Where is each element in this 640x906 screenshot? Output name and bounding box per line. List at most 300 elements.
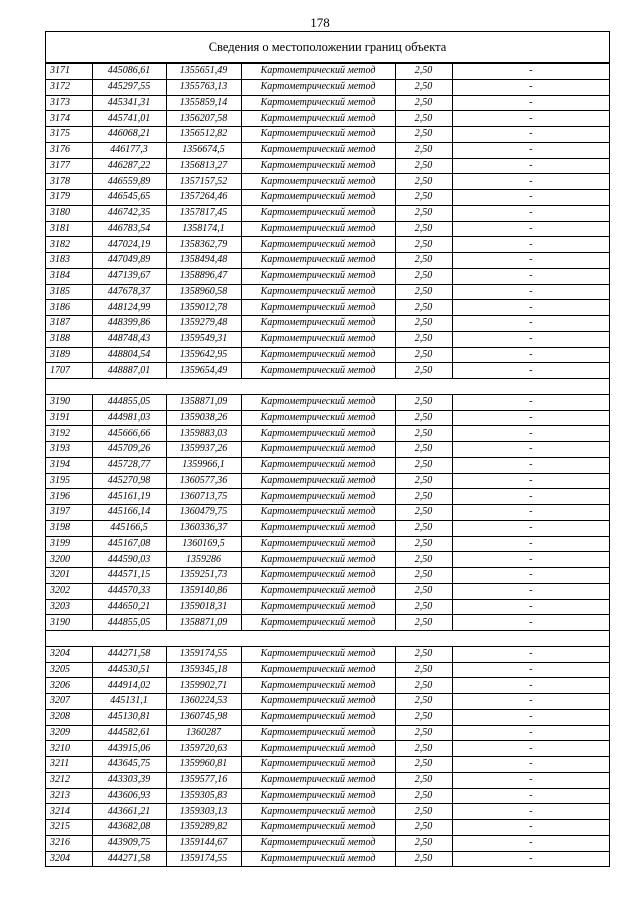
x-coordinate-cell: 443606,93 bbox=[92, 788, 166, 804]
y-coordinate-cell: 1359174,55 bbox=[166, 646, 241, 662]
accuracy-cell: 2,50 bbox=[395, 205, 452, 221]
accuracy-cell: 2,50 bbox=[395, 300, 452, 316]
table-row bbox=[46, 473, 609, 489]
table-row bbox=[46, 347, 609, 363]
x-coordinate-cell: 445130,81 bbox=[92, 709, 166, 725]
table-row bbox=[46, 678, 609, 694]
method-cell: Картометрический метод bbox=[241, 253, 395, 269]
accuracy-cell: 2,50 bbox=[395, 426, 452, 442]
x-coordinate-cell: 443645,75 bbox=[92, 757, 166, 773]
table-row bbox=[46, 316, 609, 332]
method-cell: Картометрический метод bbox=[241, 127, 395, 143]
x-coordinate-cell: 444271,58 bbox=[92, 851, 166, 866]
point-number-cell: 3182 bbox=[46, 237, 92, 253]
y-coordinate-cell: 1357264,46 bbox=[166, 190, 241, 206]
table-row bbox=[46, 331, 609, 347]
accuracy-cell: 2,50 bbox=[395, 552, 452, 568]
point-number-cell: 3197 bbox=[46, 505, 92, 521]
accuracy-cell: 2,50 bbox=[395, 473, 452, 489]
description-cell: - bbox=[452, 473, 609, 489]
table-row bbox=[46, 442, 609, 458]
point-number-cell: 3203 bbox=[46, 599, 92, 615]
accuracy-cell: 2,50 bbox=[395, 410, 452, 426]
method-cell: Картометрический метод bbox=[241, 316, 395, 332]
description-cell: - bbox=[452, 725, 609, 741]
method-cell: Картометрический метод bbox=[241, 205, 395, 221]
description-cell: - bbox=[452, 363, 609, 379]
y-coordinate-cell: 1358871,09 bbox=[166, 394, 241, 410]
method-cell: Картометрический метод bbox=[241, 709, 395, 725]
x-coordinate-cell: 447139,67 bbox=[92, 268, 166, 284]
y-coordinate-cell: 1355859,14 bbox=[166, 95, 241, 111]
y-coordinate-cell: 1358871,09 bbox=[166, 615, 241, 631]
description-cell: - bbox=[452, 788, 609, 804]
boundary-table-frame bbox=[45, 31, 610, 867]
point-number-cell: 3172 bbox=[46, 79, 92, 95]
x-coordinate-cell: 444855,05 bbox=[92, 615, 166, 631]
method-cell: Картометрический метод bbox=[241, 678, 395, 694]
accuracy-cell: 2,50 bbox=[395, 505, 452, 521]
y-coordinate-cell: 1359642,95 bbox=[166, 347, 241, 363]
table-row bbox=[46, 142, 609, 158]
table-row bbox=[46, 552, 609, 568]
x-coordinate-cell: 447024,19 bbox=[92, 237, 166, 253]
point-number-cell: 3208 bbox=[46, 709, 92, 725]
method-cell: Картометрический метод bbox=[241, 363, 395, 379]
table-row bbox=[46, 253, 609, 269]
table-row bbox=[46, 599, 609, 615]
accuracy-cell: 2,50 bbox=[395, 190, 452, 206]
accuracy-cell: 2,50 bbox=[395, 772, 452, 788]
description-cell: - bbox=[452, 694, 609, 710]
table-row bbox=[46, 772, 609, 788]
accuracy-cell: 2,50 bbox=[395, 757, 452, 773]
accuracy-cell: 2,50 bbox=[395, 678, 452, 694]
description-cell: - bbox=[452, 142, 609, 158]
accuracy-cell: 2,50 bbox=[395, 568, 452, 584]
description-cell: - bbox=[452, 757, 609, 773]
accuracy-cell: 2,50 bbox=[395, 253, 452, 269]
accuracy-cell: 2,50 bbox=[395, 95, 452, 111]
table-row bbox=[46, 79, 609, 95]
description-cell: - bbox=[452, 410, 609, 426]
description-cell: - bbox=[452, 237, 609, 253]
point-number-cell: 3188 bbox=[46, 331, 92, 347]
method-cell: Картометрический метод bbox=[241, 158, 395, 174]
point-number-cell: 3210 bbox=[46, 741, 92, 757]
method-cell: Картометрический метод bbox=[241, 725, 395, 741]
point-number-cell: 3205 bbox=[46, 662, 92, 678]
y-coordinate-cell: 1359286 bbox=[166, 552, 241, 568]
x-coordinate-cell: 444855,05 bbox=[92, 394, 166, 410]
accuracy-cell: 2,50 bbox=[395, 442, 452, 458]
accuracy-cell: 2,50 bbox=[395, 725, 452, 741]
y-coordinate-cell: 1359345,18 bbox=[166, 662, 241, 678]
y-coordinate-cell: 1359549,31 bbox=[166, 331, 241, 347]
accuracy-cell: 2,50 bbox=[395, 694, 452, 710]
accuracy-cell: 2,50 bbox=[395, 142, 452, 158]
accuracy-cell: 2,50 bbox=[395, 127, 452, 143]
x-coordinate-cell: 446177,3 bbox=[92, 142, 166, 158]
point-number-cell: 3207 bbox=[46, 694, 92, 710]
description-cell: - bbox=[452, 536, 609, 552]
x-coordinate-cell: 444570,33 bbox=[92, 583, 166, 599]
point-number-cell: 3183 bbox=[46, 253, 92, 269]
accuracy-cell: 2,50 bbox=[395, 709, 452, 725]
accuracy-cell: 2,50 bbox=[395, 158, 452, 174]
point-number-cell: 3196 bbox=[46, 489, 92, 505]
table-row bbox=[46, 615, 609, 631]
table-row bbox=[46, 568, 609, 584]
point-number-cell: 3214 bbox=[46, 804, 92, 820]
method-cell: Картометрический метод bbox=[241, 300, 395, 316]
description-cell: - bbox=[452, 347, 609, 363]
point-number-cell: 3202 bbox=[46, 583, 92, 599]
accuracy-cell: 2,50 bbox=[395, 536, 452, 552]
method-cell: Картометрический метод bbox=[241, 568, 395, 584]
method-cell: Картометрический метод bbox=[241, 788, 395, 804]
x-coordinate-cell: 446783,54 bbox=[92, 221, 166, 237]
accuracy-cell: 2,50 bbox=[395, 615, 452, 631]
point-number-cell: 3215 bbox=[46, 820, 92, 836]
point-number-cell: 3190 bbox=[46, 394, 92, 410]
method-cell: Картометрический метод bbox=[241, 410, 395, 426]
x-coordinate-cell: 445166,14 bbox=[92, 505, 166, 521]
x-coordinate-cell: 445161,19 bbox=[92, 489, 166, 505]
description-cell: - bbox=[452, 284, 609, 300]
x-coordinate-cell: 444981,03 bbox=[92, 410, 166, 426]
point-number-cell: 3195 bbox=[46, 473, 92, 489]
accuracy-cell: 2,50 bbox=[395, 284, 452, 300]
description-cell: - bbox=[452, 300, 609, 316]
point-number-cell: 3204 bbox=[46, 851, 92, 866]
method-cell: Картометрический метод bbox=[241, 221, 395, 237]
method-cell: Картометрический метод bbox=[241, 552, 395, 568]
y-coordinate-cell: 1359883,03 bbox=[166, 426, 241, 442]
accuracy-cell: 2,50 bbox=[395, 788, 452, 804]
method-cell: Картометрический метод bbox=[241, 772, 395, 788]
method-cell: Картометрический метод bbox=[241, 111, 395, 127]
x-coordinate-cell: 448748,43 bbox=[92, 331, 166, 347]
x-coordinate-cell: 443909,75 bbox=[92, 835, 166, 851]
table-row bbox=[46, 426, 609, 442]
y-coordinate-cell: 1360745,98 bbox=[166, 709, 241, 725]
method-cell: Картометрический метод bbox=[241, 646, 395, 662]
table-row bbox=[46, 505, 609, 521]
point-number-cell: 3178 bbox=[46, 174, 92, 190]
x-coordinate-cell: 448399,86 bbox=[92, 316, 166, 332]
point-number-cell: 3201 bbox=[46, 568, 92, 584]
table-row bbox=[46, 709, 609, 725]
table-row bbox=[46, 725, 609, 741]
description-cell: - bbox=[452, 111, 609, 127]
table-row bbox=[46, 221, 609, 237]
y-coordinate-cell: 1359966,1 bbox=[166, 457, 241, 473]
x-coordinate-cell: 444590,03 bbox=[92, 552, 166, 568]
table-row bbox=[46, 851, 609, 866]
x-coordinate-cell: 445270,98 bbox=[92, 473, 166, 489]
x-coordinate-cell: 447678,37 bbox=[92, 284, 166, 300]
table-row bbox=[46, 394, 609, 410]
description-cell: - bbox=[452, 646, 609, 662]
accuracy-cell: 2,50 bbox=[395, 489, 452, 505]
x-coordinate-cell: 443303,39 bbox=[92, 772, 166, 788]
y-coordinate-cell: 1360169,5 bbox=[166, 536, 241, 552]
table-row bbox=[46, 410, 609, 426]
y-coordinate-cell: 1359960,81 bbox=[166, 757, 241, 773]
description-cell: - bbox=[452, 615, 609, 631]
x-coordinate-cell: 446545,65 bbox=[92, 190, 166, 206]
description-cell: - bbox=[452, 772, 609, 788]
point-number-cell: 3180 bbox=[46, 205, 92, 221]
y-coordinate-cell: 1360287 bbox=[166, 725, 241, 741]
description-cell: - bbox=[452, 851, 609, 866]
accuracy-cell: 2,50 bbox=[395, 316, 452, 332]
description-cell: - bbox=[452, 268, 609, 284]
description-cell: - bbox=[452, 174, 609, 190]
x-coordinate-cell: 448124,99 bbox=[92, 300, 166, 316]
x-coordinate-cell: 445728,77 bbox=[92, 457, 166, 473]
accuracy-cell: 2,50 bbox=[395, 221, 452, 237]
table-row bbox=[46, 741, 609, 757]
point-number-cell: 3191 bbox=[46, 410, 92, 426]
description-cell: - bbox=[452, 820, 609, 836]
description-cell: - bbox=[452, 835, 609, 851]
y-coordinate-cell: 1358362,79 bbox=[166, 237, 241, 253]
table-row bbox=[46, 489, 609, 505]
y-coordinate-cell: 1359174,55 bbox=[166, 851, 241, 866]
description-cell: - bbox=[452, 741, 609, 757]
y-coordinate-cell: 1359654,49 bbox=[166, 363, 241, 379]
method-cell: Картометрический метод bbox=[241, 79, 395, 95]
method-cell: Картометрический метод bbox=[241, 741, 395, 757]
method-cell: Картометрический метод bbox=[241, 473, 395, 489]
y-coordinate-cell: 1359577,16 bbox=[166, 772, 241, 788]
x-coordinate-cell: 443661,21 bbox=[92, 804, 166, 820]
accuracy-cell: 2,50 bbox=[395, 331, 452, 347]
y-coordinate-cell: 1360479,75 bbox=[166, 505, 241, 521]
description-cell: - bbox=[452, 662, 609, 678]
point-number-cell: 3186 bbox=[46, 300, 92, 316]
x-coordinate-cell: 445297,55 bbox=[92, 79, 166, 95]
x-coordinate-cell: 444650,21 bbox=[92, 599, 166, 615]
x-coordinate-cell: 445709,26 bbox=[92, 442, 166, 458]
description-cell: - bbox=[452, 331, 609, 347]
table-row bbox=[46, 158, 609, 174]
description-cell: - bbox=[452, 804, 609, 820]
y-coordinate-cell: 1360577,36 bbox=[166, 473, 241, 489]
accuracy-cell: 2,50 bbox=[395, 237, 452, 253]
y-coordinate-cell: 1359144,67 bbox=[166, 835, 241, 851]
point-number-cell: 3185 bbox=[46, 284, 92, 300]
point-number-cell: 3176 bbox=[46, 142, 92, 158]
x-coordinate-cell: 445741,01 bbox=[92, 111, 166, 127]
y-coordinate-cell: 1359305,83 bbox=[166, 788, 241, 804]
method-cell: Картометрический метод bbox=[241, 64, 395, 80]
separator-cell bbox=[46, 631, 609, 647]
description-cell: - bbox=[452, 95, 609, 111]
y-coordinate-cell: 1360336,37 bbox=[166, 520, 241, 536]
method-cell: Картометрический метод bbox=[241, 95, 395, 111]
x-coordinate-cell: 446559,89 bbox=[92, 174, 166, 190]
point-number-cell: 3198 bbox=[46, 520, 92, 536]
method-cell: Картометрический метод bbox=[241, 237, 395, 253]
separator-cell bbox=[46, 379, 609, 395]
table-row bbox=[46, 457, 609, 473]
y-coordinate-cell: 1359140,86 bbox=[166, 583, 241, 599]
y-coordinate-cell: 1359251,73 bbox=[166, 568, 241, 584]
table-row bbox=[46, 95, 609, 111]
y-coordinate-cell: 1357157,52 bbox=[166, 174, 241, 190]
x-coordinate-cell: 444271,58 bbox=[92, 646, 166, 662]
table-row bbox=[46, 520, 609, 536]
accuracy-cell: 2,50 bbox=[395, 174, 452, 190]
method-cell: Картометрический метод bbox=[241, 520, 395, 536]
method-cell: Картометрический метод bbox=[241, 457, 395, 473]
y-coordinate-cell: 1359720,63 bbox=[166, 741, 241, 757]
y-coordinate-cell: 1359902,71 bbox=[166, 678, 241, 694]
accuracy-cell: 2,50 bbox=[395, 835, 452, 851]
point-number-cell: 3187 bbox=[46, 316, 92, 332]
point-number-cell: 3171 bbox=[46, 64, 92, 80]
description-cell: - bbox=[452, 316, 609, 332]
point-number-cell: 3177 bbox=[46, 158, 92, 174]
point-number-cell: 3173 bbox=[46, 95, 92, 111]
y-coordinate-cell: 1355763,13 bbox=[166, 79, 241, 95]
table-row bbox=[46, 662, 609, 678]
description-cell: - bbox=[452, 709, 609, 725]
accuracy-cell: 2,50 bbox=[395, 79, 452, 95]
y-coordinate-cell: 1356813,27 bbox=[166, 158, 241, 174]
accuracy-cell: 2,50 bbox=[395, 111, 452, 127]
table-row bbox=[46, 268, 609, 284]
description-cell: - bbox=[452, 599, 609, 615]
description-cell: - bbox=[452, 394, 609, 410]
y-coordinate-cell: 1356512,82 bbox=[166, 127, 241, 143]
accuracy-cell: 2,50 bbox=[395, 520, 452, 536]
accuracy-cell: 2,50 bbox=[395, 599, 452, 615]
point-number-cell: 3200 bbox=[46, 552, 92, 568]
y-coordinate-cell: 1359289,82 bbox=[166, 820, 241, 836]
table-row bbox=[46, 835, 609, 851]
point-number-cell: 3212 bbox=[46, 772, 92, 788]
point-number-cell: 3209 bbox=[46, 725, 92, 741]
method-cell: Картометрический метод bbox=[241, 190, 395, 206]
table-row bbox=[46, 190, 609, 206]
contour-separator-row bbox=[46, 379, 609, 395]
description-cell: - bbox=[452, 64, 609, 80]
accuracy-cell: 2,50 bbox=[395, 394, 452, 410]
description-cell: - bbox=[452, 552, 609, 568]
table-row bbox=[46, 284, 609, 300]
contour-separator-row bbox=[46, 631, 609, 647]
table-row bbox=[46, 111, 609, 127]
table-row bbox=[46, 646, 609, 662]
description-cell: - bbox=[452, 568, 609, 584]
description-cell: - bbox=[452, 221, 609, 237]
accuracy-cell: 2,50 bbox=[395, 347, 452, 363]
y-coordinate-cell: 1355651,49 bbox=[166, 64, 241, 80]
accuracy-cell: 2,50 bbox=[395, 662, 452, 678]
method-cell: Картометрический метод bbox=[241, 694, 395, 710]
y-coordinate-cell: 1360224,53 bbox=[166, 694, 241, 710]
y-coordinate-cell: 1357817,45 bbox=[166, 205, 241, 221]
table-row bbox=[46, 363, 609, 379]
boundary-points-table bbox=[46, 63, 609, 866]
y-coordinate-cell: 1359038,26 bbox=[166, 410, 241, 426]
point-number-cell: 3213 bbox=[46, 788, 92, 804]
x-coordinate-cell: 444582,61 bbox=[92, 725, 166, 741]
y-coordinate-cell: 1359018,31 bbox=[166, 599, 241, 615]
table-header-title: Сведения о местоположении границ объекта bbox=[46, 32, 609, 63]
x-coordinate-cell: 446742,35 bbox=[92, 205, 166, 221]
description-cell: - bbox=[452, 442, 609, 458]
method-cell: Картометрический метод bbox=[241, 804, 395, 820]
description-cell: - bbox=[452, 79, 609, 95]
table-row bbox=[46, 127, 609, 143]
table-row bbox=[46, 788, 609, 804]
point-number-cell: 3194 bbox=[46, 457, 92, 473]
accuracy-cell: 2,50 bbox=[395, 583, 452, 599]
x-coordinate-cell: 443915,06 bbox=[92, 741, 166, 757]
description-cell: - bbox=[452, 158, 609, 174]
point-number-cell: 3174 bbox=[46, 111, 92, 127]
method-cell: Картометрический метод bbox=[241, 583, 395, 599]
table-row bbox=[46, 300, 609, 316]
table-row bbox=[46, 205, 609, 221]
point-number-cell: 3199 bbox=[46, 536, 92, 552]
point-number-cell: 3190 bbox=[46, 615, 92, 631]
point-number-cell: 3184 bbox=[46, 268, 92, 284]
accuracy-cell: 2,50 bbox=[395, 64, 452, 80]
accuracy-cell: 2,50 bbox=[395, 457, 452, 473]
accuracy-cell: 2,50 bbox=[395, 363, 452, 379]
accuracy-cell: 2,50 bbox=[395, 268, 452, 284]
point-number-cell: 1707 bbox=[46, 363, 92, 379]
description-cell: - bbox=[452, 505, 609, 521]
method-cell: Картометрический метод bbox=[241, 615, 395, 631]
x-coordinate-cell: 444530,51 bbox=[92, 662, 166, 678]
x-coordinate-cell: 445666,66 bbox=[92, 426, 166, 442]
y-coordinate-cell: 1358896,47 bbox=[166, 268, 241, 284]
method-cell: Картометрический метод bbox=[241, 820, 395, 836]
table-row bbox=[46, 757, 609, 773]
table-row bbox=[46, 583, 609, 599]
description-cell: - bbox=[452, 457, 609, 473]
page-number: 178 bbox=[310, 15, 330, 30]
table-row bbox=[46, 804, 609, 820]
accuracy-cell: 2,50 bbox=[395, 851, 452, 866]
method-cell: Картометрический метод bbox=[241, 662, 395, 678]
y-coordinate-cell: 1358174,1 bbox=[166, 221, 241, 237]
point-number-cell: 3211 bbox=[46, 757, 92, 773]
x-coordinate-cell: 448887,01 bbox=[92, 363, 166, 379]
accuracy-cell: 2,50 bbox=[395, 741, 452, 757]
method-cell: Картометрический метод bbox=[241, 599, 395, 615]
x-coordinate-cell: 444914,02 bbox=[92, 678, 166, 694]
method-cell: Картометрический метод bbox=[241, 331, 395, 347]
method-cell: Картометрический метод bbox=[241, 489, 395, 505]
table-row bbox=[46, 820, 609, 836]
x-coordinate-cell: 446068,21 bbox=[92, 127, 166, 143]
accuracy-cell: 2,50 bbox=[395, 804, 452, 820]
table-row bbox=[46, 694, 609, 710]
point-number-cell: 3206 bbox=[46, 678, 92, 694]
y-coordinate-cell: 1360713,75 bbox=[166, 489, 241, 505]
description-cell: - bbox=[452, 583, 609, 599]
x-coordinate-cell: 446287,22 bbox=[92, 158, 166, 174]
description-cell: - bbox=[452, 426, 609, 442]
